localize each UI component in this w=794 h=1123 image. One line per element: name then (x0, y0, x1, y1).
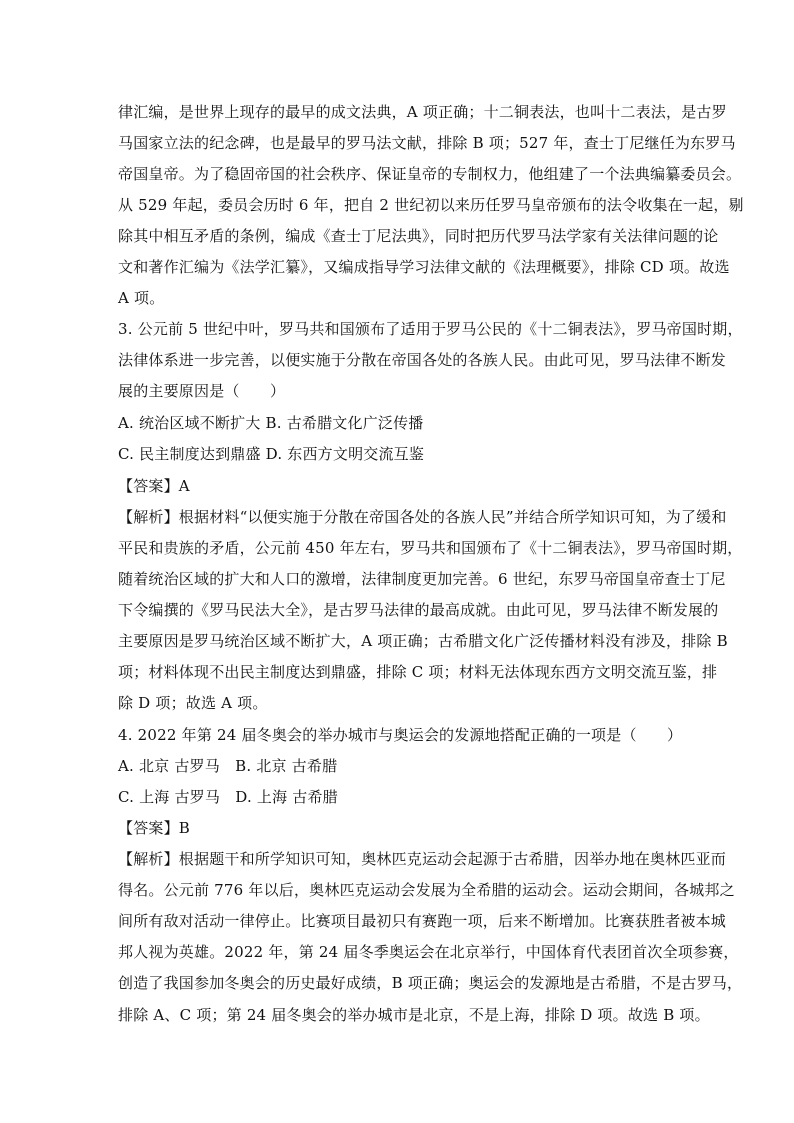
text-line: 除其中相互矛盾的条例，编成《查士丁尼法典》，同时把历代罗马法学家有关法律问题的论 (118, 227, 719, 245)
text-line: 从 529 年起，委员会历时 6 年，把自 2 世纪初以来历任罗马皇帝颁布的法令收集在一起，剔 (118, 196, 744, 214)
question-3-analysis: 除 D 项；故选 A 项。 (118, 694, 268, 712)
question-3-options: A. 统治区域不断扩大 B. 古希腊文化广泛传播 (118, 414, 424, 432)
question-3-analysis: 随着统治区域的扩大和人口的激增，法律制度更加完善。6 世纪，东罗马帝国皇帝查士丁尼 (118, 570, 726, 588)
question-4-analysis: 创造了我国参加冬奥会的历史最好成绩，B 项正确；奥运会的发源地是古希腊，不是古罗马， (118, 974, 743, 992)
question-3-stem: 法律体系进一步完善，以便实施于分散在帝国各处的各族人民。由此可见，罗马法律不断发 (118, 351, 727, 369)
question-3-stem: 3. 公元前 5 世纪中叶，罗马共和国颁布了适用于罗马公民的《十二铜表法》，罗马帝国时期， (118, 320, 743, 338)
question-4-analysis: 排除 A、C 项；第 24 届冬奥会的举办城市是北京，不是上海，排除 D 项。故选 B 项。 (118, 1006, 710, 1024)
question-4-analysis: 得名。公元前 776 年以后，奥林匹克运动会发展为全希腊的运动会。运动会期间，各城邦之 (118, 881, 735, 899)
question-4-stem: 4. 2022 年第 24 届冬奥会的举办城市与奥运会的发源地搭配正确的一项是（ ） (118, 726, 683, 744)
question-4-analysis: 邦人视为英雄。2022 年，第 24 届冬季奥运会在北京举行，中国体育代表团首次全项参赛， (118, 943, 739, 961)
question-3-analysis: 平民和贵族的矛盾，公元前 450 年左右，罗马共和国颁布了《十二铜表法》，罗马帝国时期， (118, 539, 743, 557)
text-line: 律汇编，是世界上现存的最早的成文法典，A 项正确；十二铜表法，也叫十二表法，是古罗 (118, 103, 727, 121)
question-4-options: A. 北京 古罗马 B. 北京 古希腊 (118, 757, 338, 775)
text-line: A 项。 (118, 289, 165, 307)
question-4-analysis: 【解析】根据题干和所学知识可知，奥林匹克运动会起源于古希腊，因举办地在奥林匹亚而 (118, 850, 727, 868)
question-3-stem: 展的主要原因是（ ） (118, 382, 286, 400)
question-3-analysis: 项；材料体现不出民主制度达到鼎盛，排除 C 项；材料无法体现东西方文明交流互鉴，排 (118, 663, 718, 681)
question-3-analysis: 主要原因是罗马统治区域不断扩大，A 项正确；古希腊文化广泛传播材料没有涉及，排除 B (118, 632, 728, 650)
question-3-answer: 【答案】A (118, 477, 190, 495)
question-4-options: C. 上海 古罗马 D. 上海 古希腊 (118, 788, 338, 806)
question-4-answer: 【答案】B (118, 819, 191, 837)
question-3-analysis: 下令编撰的《罗马民法大全》，是古罗马法律的最高成就。由此可见，罗马法律不断发展的 (118, 601, 719, 619)
question-4-analysis: 间所有敌对活动一律停止。比赛项目最初只有赛跑一项，后来不断增加。比赛获胜者被本城 (118, 912, 727, 930)
text-line: 马国家立法的纪念碑，也是最早的罗马法文献，排除 B 项；527 年，查士丁尼继任为东罗马 (118, 134, 736, 152)
text-line: 文和著作汇编为《法学汇纂》，又编成指导学习法律文献的《法理概要》，排除 CD 项。故选 (118, 258, 730, 276)
question-3-analysis: 【解析】根据材料“以便实施于分散在帝国各处的各族人民”并结合所学知识可知，为了缓和 (118, 508, 727, 526)
question-3-options: C. 民主制度达到鼎盛 D. 东西方文明交流互鉴 (118, 445, 425, 463)
text-line: 帝国皇帝。为了稳固帝国的社会秩序、保证皇帝的专制权力，他组建了一个法典编纂委员会。 (118, 165, 742, 183)
